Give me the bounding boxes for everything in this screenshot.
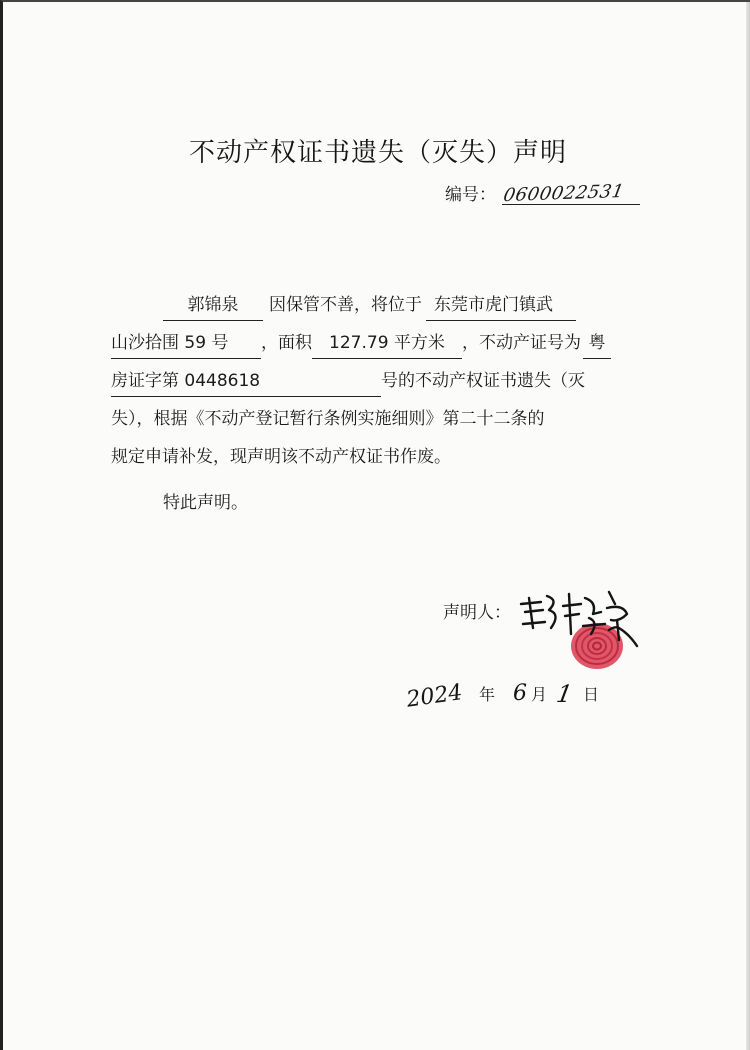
date-month-handwritten: 6: [513, 681, 527, 706]
owner-name-field: 郭锦泉: [163, 290, 263, 321]
serial-label: 编号：: [445, 185, 496, 205]
paragraph-line-3: [111, 364, 647, 402]
text-segment-3: ，不动产证号为: [462, 333, 581, 353]
date-row: [401, 670, 621, 720]
signer-label: 声明人：: [443, 603, 511, 623]
serial-handwritten-value: 0600022531: [501, 180, 626, 207]
handwritten-signature: [511, 584, 641, 654]
location-field-part1: 东莞市虎门镇武: [426, 290, 576, 321]
paragraph-line-1: [111, 288, 647, 326]
serial-field: [502, 182, 640, 205]
closing-text: 特此声明。: [163, 493, 248, 513]
location-field-part2: 山沙拾围 59 号: [111, 328, 261, 359]
text-segment-4: 号的不动产权证书遗失（灭: [381, 371, 585, 391]
closing-line: [111, 486, 647, 524]
area-field: 127.79 平方米: [312, 328, 462, 359]
cert-number-field-part2: 房证字第 0448618: [111, 366, 381, 397]
date-day-handwritten: 1: [554, 680, 575, 708]
date-month-unit: 月: [531, 685, 548, 704]
signature-stroke-1: [521, 596, 556, 628]
declaration-body: [111, 288, 647, 524]
signer-row: [443, 598, 511, 623]
date-year-handwritten: 2024: [404, 680, 464, 713]
date-year-unit: 年: [479, 685, 496, 704]
text-segment-2: ，面积: [261, 333, 312, 353]
serial-number-row: [445, 180, 640, 205]
text-segment-1: 因保管不善，将位于: [269, 295, 422, 315]
paragraph-line-2: [111, 326, 647, 364]
signature-stroke-2: [563, 594, 605, 634]
paragraph-line-5: 规定申请补发，现声明该不动产权证书作废。: [111, 447, 451, 467]
paragraph-line-4: 失），根据《不动产登记暂行条例实施细则》第二十二条的: [111, 409, 545, 429]
date-day-unit: 日: [583, 685, 600, 704]
cert-number-field-part1: 粤: [583, 328, 611, 359]
document-title: 不动产权证书遗失（灭失）声明: [188, 138, 567, 168]
signature-stroke-3: [607, 592, 637, 646]
